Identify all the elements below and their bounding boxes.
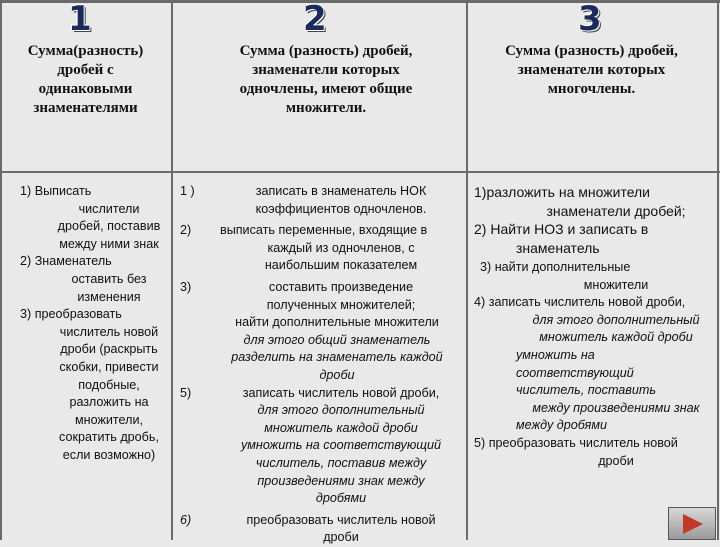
step-3: 3) составить произведение полученных множителей; xyxy=(180,279,416,312)
step-2: 2) выписать переменные, входящие в каждый из одночленов, с наибольшим показателем xyxy=(180,223,428,273)
column-divider xyxy=(171,0,173,540)
step-6: 6) преобразовать числитель новой дроби xyxy=(180,512,436,545)
step-1: 1 ) записать в знаменатель НОК коэффициентов одночленов. xyxy=(180,184,427,216)
step-5: 5) записать числитель новой дроби, для этого дополнительный множитель каждой дроби умножить на соответствующий числитель, поставив между произведениями знак между дробями xyxy=(180,385,442,506)
column-2-number: 2 xyxy=(303,0,327,39)
step-4: найти дополнительные множители для этого общий знаменатель разделить на знаменатель каждой дроби xyxy=(231,315,443,382)
play-arrow-icon xyxy=(683,514,703,534)
column-3-steps: 1)разложить на множители знаменатели дробей; 2) Найти НОЗ и записать в знаменатель 3) найти дополнительные множители 4) записать числитель новой дроби, для этого дополнительный множитель каждой дроби умножить на соответствующий числитель, поставить между произведениями знак между дробями 5) преобразовать числитель новой дроби xyxy=(474,184,700,468)
row-divider xyxy=(0,171,720,173)
column-3-header: Сумма (разность) дробей, знаменатели которых многочлены. xyxy=(505,43,678,97)
column-1-number: 1 xyxy=(68,0,92,39)
column-1-steps: 1) Выписать числители дробей, поставив между ними знак 2) Знаменатель оставить без изменения 3) преобразовать числитель новой дроби (раскрыть скобки, привести подобные, разложить на множители, сократить дробь, если возможно) xyxy=(20,184,161,462)
column-1-header: Сумма(разность) дробей с одинаковыми знаменателями xyxy=(27,43,144,116)
column-2-header: Сумма (разность) дробей, знаменатели которых одночлены, имеют общие множители. xyxy=(239,43,413,116)
table-top-border xyxy=(0,0,720,3)
column-2-steps xyxy=(180,183,462,547)
column-3-number: 3 xyxy=(578,0,602,39)
next-slide-button[interactable] xyxy=(668,507,716,540)
